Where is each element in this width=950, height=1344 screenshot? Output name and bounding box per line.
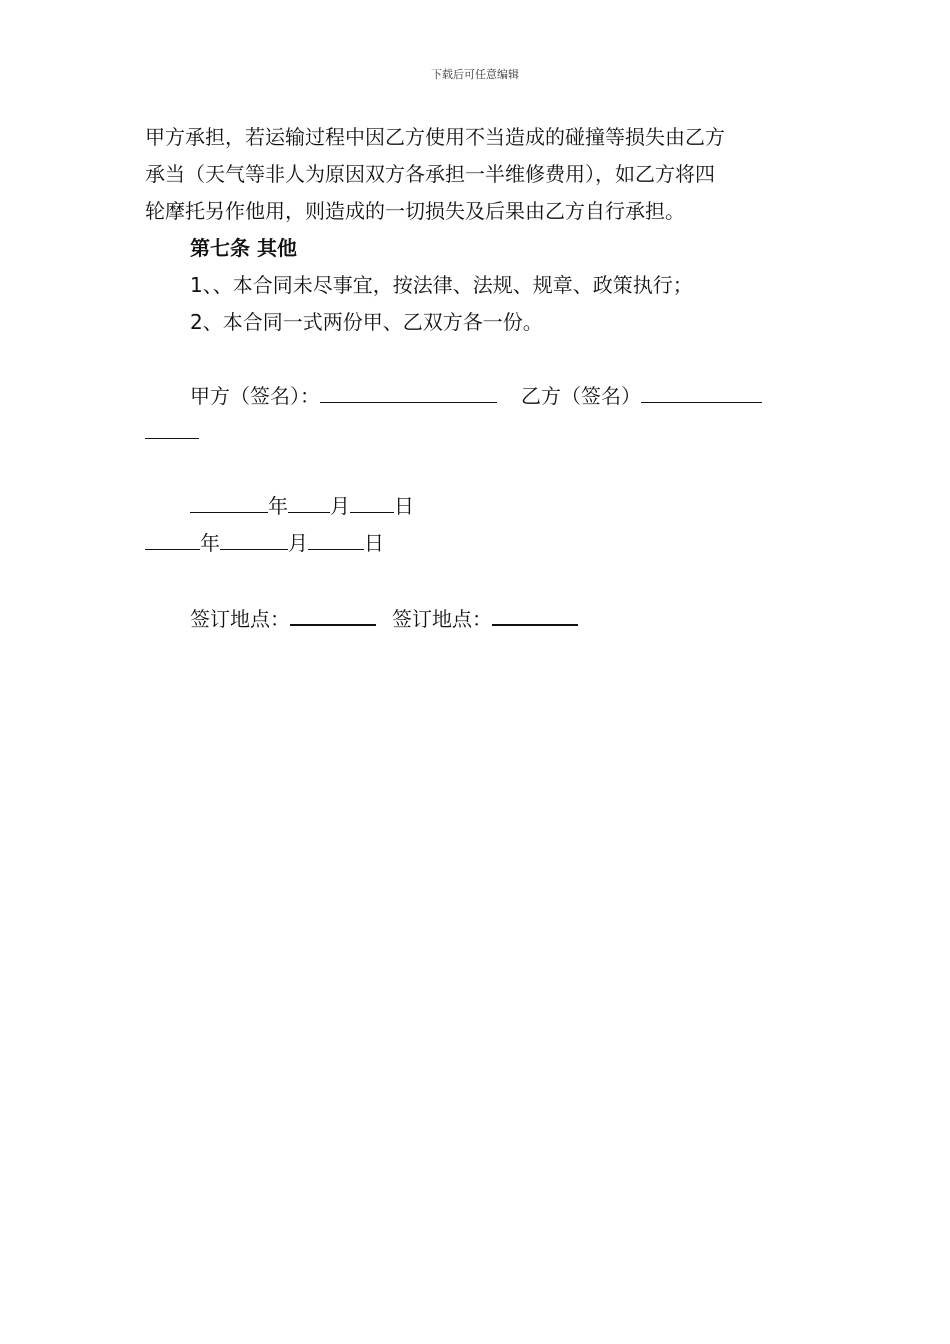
signing-place-label-a: 签订地点： (190, 607, 290, 631)
party-b-signature-blank[interactable] (641, 382, 762, 403)
article-7-item-1: 1、、本合同未尽事宜，按法律、法规、规章、政策执行； (190, 273, 693, 297)
date-a-month-blank[interactable] (288, 492, 330, 513)
paragraph-line-3: 轮摩托另作他用，则造成的一切损失及后果由乙方自行承担。 (145, 199, 685, 223)
date-b-day-label: 日 (364, 531, 384, 555)
paragraph-line-1: 甲方承担，若运输过程中因乙方使用不当造成的碰撞等损失由乙方 (145, 125, 725, 149)
date-a-year-blank[interactable] (190, 492, 268, 513)
date-a-day-label: 日 (394, 494, 414, 518)
signature-row (190, 382, 762, 409)
party-b-signature-blank-continued[interactable] (145, 418, 199, 439)
date-b-year-label: 年 (200, 531, 220, 555)
date-row-b (145, 529, 384, 556)
party-b-signature-label: 乙方（签名） (521, 384, 641, 408)
article-7-title: 第七条 其他 (190, 236, 297, 260)
date-b-year-blank[interactable] (145, 529, 200, 550)
signing-place-blank-b[interactable] (492, 604, 578, 626)
date-b-month-blank[interactable] (220, 529, 288, 550)
signing-place-row (190, 604, 578, 632)
paragraph-line-2: 承当（天气等非人为原因双方各承担一半维修费用），如乙方将四 (145, 162, 715, 186)
date-a-year-label: 年 (268, 494, 288, 518)
date-b-day-blank[interactable] (308, 529, 364, 550)
date-row-a (190, 492, 414, 519)
article-7-item-2: 2、本合同一式两份甲、乙双方各一份。 (190, 310, 543, 334)
page-header: 下载后可任意编辑 (431, 68, 519, 81)
signature-continuation (145, 418, 199, 445)
party-a-signature-blank[interactable] (320, 382, 497, 403)
date-a-month-label: 月 (330, 494, 350, 518)
signing-place-label-b: 签订地点： (392, 607, 492, 631)
party-a-signature-label: 甲方（签名）： (190, 384, 320, 408)
signing-place-blank-a[interactable] (290, 604, 376, 626)
date-b-month-label: 月 (288, 531, 308, 555)
date-a-day-blank[interactable] (350, 492, 394, 513)
